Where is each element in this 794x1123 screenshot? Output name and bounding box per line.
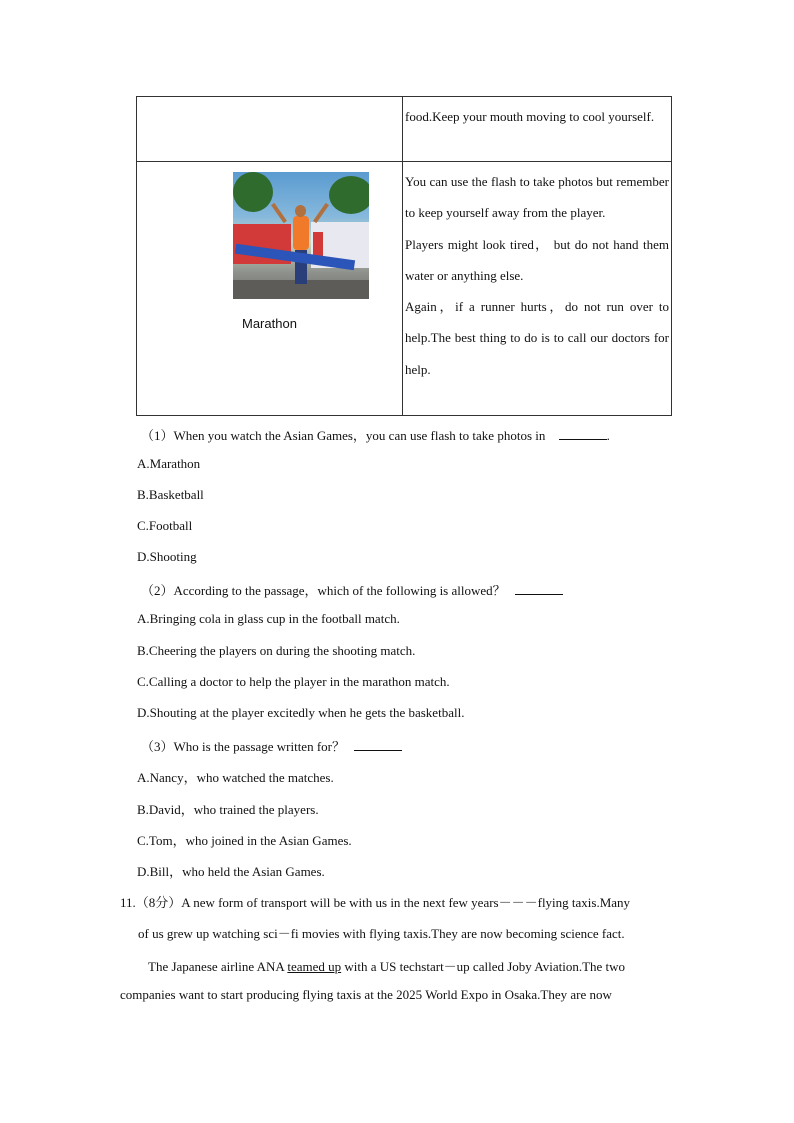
table-row <box>137 97 672 162</box>
tip-paragraph: You can use the flash to take photos but remember to keep yourself away from the player. <box>405 174 669 221</box>
tips-table <box>136 96 672 416</box>
tip-paragraph: Again，if a runner hurts，do not run over to help.The best thing to do is to call our doctors for help. <box>405 299 669 377</box>
table-row <box>137 162 672 416</box>
answer-option[interactable]: D.Shouting at the player excitedly when he gets the basketball. <box>137 705 465 720</box>
answer-option[interactable]: C.Football <box>137 518 193 533</box>
tip-text <box>403 162 671 385</box>
passage-line: companies want to start producing flying taxis at the 2025 World Expo in Osaka.They are now <box>120 987 612 1002</box>
answer-blank[interactable] <box>559 427 607 440</box>
answer-option[interactable]: A.Marathon <box>137 456 201 471</box>
table-cell-sport <box>137 162 403 416</box>
sport-caption: Marathon <box>242 316 297 331</box>
table-cell-tip <box>403 97 672 162</box>
answer-blank[interactable] <box>354 738 402 751</box>
question-11-line: of us grew up watching sci－fi movies with flying taxis.They are now becoming science fact. <box>138 926 625 941</box>
table-cell-empty <box>137 97 403 162</box>
answer-option[interactable]: D.Bill，who held the Asian Games. <box>137 864 325 879</box>
marathon-photo <box>233 172 369 299</box>
question-stem: （3）Who is the passage written for？ <box>141 736 402 755</box>
answer-option[interactable]: C.Calling a doctor to help the player in the marathon match. <box>137 674 450 689</box>
answer-option[interactable]: D.Shooting <box>137 549 197 564</box>
tip-paragraph: Players might look tired， but do not hand them water or anything else. <box>405 236 669 283</box>
question-stem: （2）According to the passage，which of the following is allowed？ <box>141 580 563 599</box>
answer-option[interactable]: A.Bringing cola in glass cup in the football match. <box>137 611 400 626</box>
question-stem: （1）When you watch the Asian Games，you can use flash to take photos in . <box>141 428 610 443</box>
answer-option[interactable]: B.Basketball <box>137 487 204 502</box>
answer-option[interactable]: B.David，who trained the players. <box>137 802 319 817</box>
tip-text: food.Keep your mouth moving to cool yourself. <box>405 109 655 124</box>
answer-blank[interactable] <box>515 582 563 595</box>
answer-option[interactable]: A.Nancy，who watched the matches. <box>137 770 334 785</box>
passage-line: The Japanese airline ANA teamed up with a US techstart－up called Joby Aviation.The two <box>148 959 626 974</box>
question-11-line: 11.（8分）A new form of transport will be with us in the next few years－－－flying taxis.Many <box>120 895 631 910</box>
table-cell-tip <box>403 162 672 416</box>
underlined-phrase: teamed up <box>287 959 342 974</box>
answer-option[interactable]: C.Tom，who joined in the Asian Games. <box>137 833 352 848</box>
answer-option[interactable]: B.Cheering the players on during the shooting match. <box>137 643 416 658</box>
